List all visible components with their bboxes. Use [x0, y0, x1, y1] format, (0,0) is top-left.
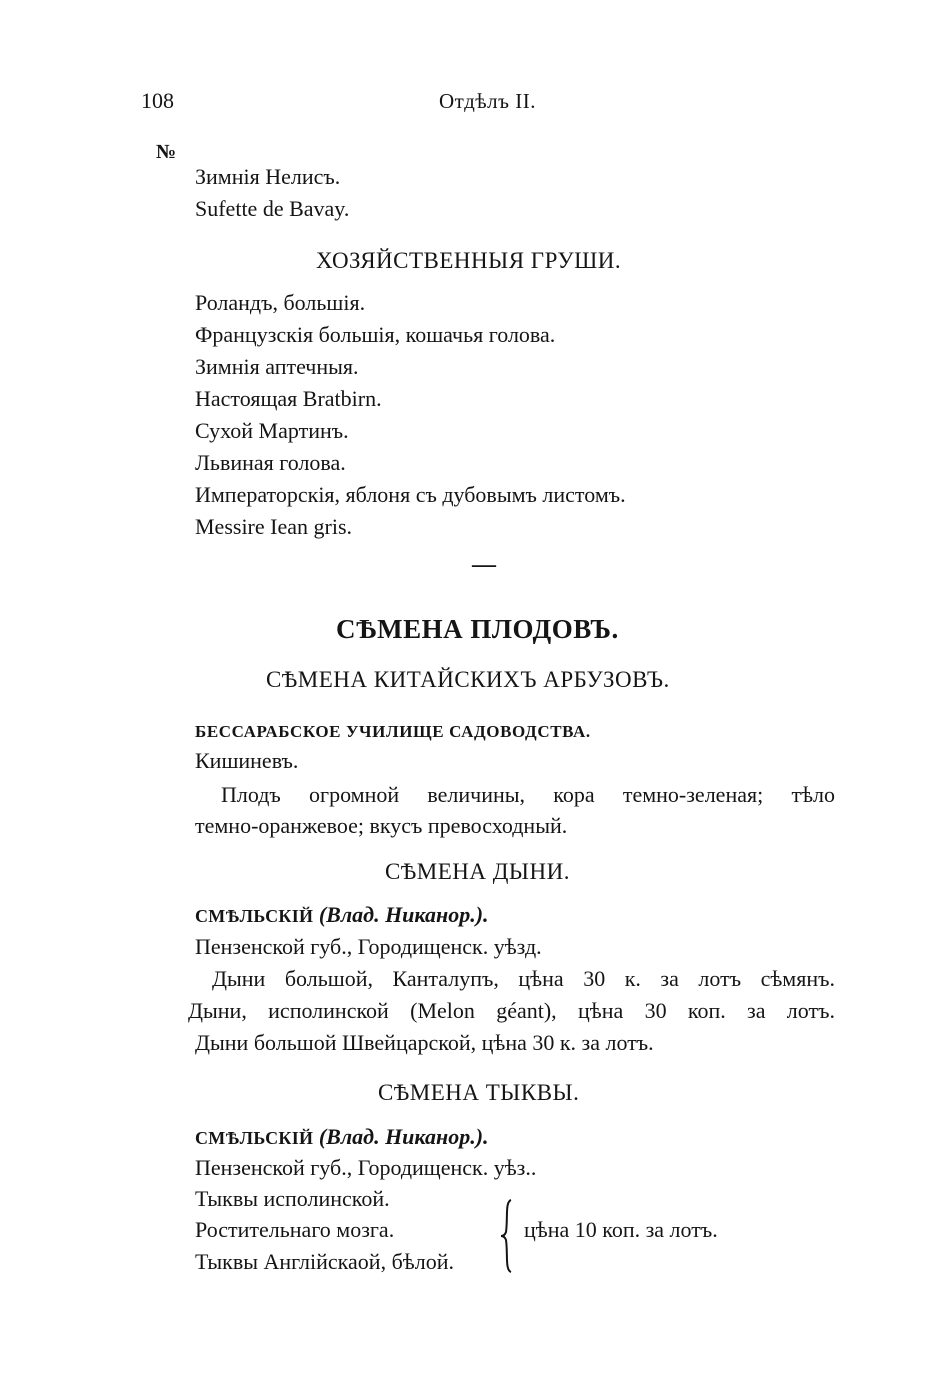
pear-item: Зимнія аптечныя.: [195, 354, 359, 379]
exhibitor-name: СМѢЛЬСКІЙ: [195, 906, 314, 926]
pear-item: Роландъ, большія.: [195, 290, 366, 315]
pear-item: Сухой Мартинъ.: [195, 418, 349, 443]
description-line: Плодъ огромной величины, кора темно-зеленая; тѣло: [221, 782, 835, 807]
exhibitor-line: [195, 1122, 489, 1153]
pear-item: Императорскія, яблоня съ дубовымъ листомъ.: [195, 482, 626, 507]
subheading-melon: СѢМЕНА ДЫНИ.: [385, 859, 570, 884]
separator-dash: —: [472, 552, 496, 578]
pear-item: Настоящая Bratbirn.: [195, 386, 382, 411]
subheading-watermelon: СѢМЕНА КИТАЙСКИХЪ АРБУЗОВЪ.: [266, 667, 670, 692]
offer-line: Дыни большой Швейцарской, цѣна 30 к. за лотъ.: [195, 1030, 654, 1055]
intro-item: Зимнія Нелисъ.: [195, 164, 341, 189]
running-header: Отдѣлъ II.: [439, 89, 536, 113]
offer-line: Дыни большой, Канталупъ, цѣна 30 к. за лотъ сѣмянъ.: [212, 966, 835, 991]
pear-item: Messire Iean gris.: [195, 514, 353, 539]
main-heading-seeds: СѢМЕНА ПЛОДОВЪ.: [336, 614, 619, 644]
exhibitor-place: Пензенской губ., Городищенск. уѣз..: [195, 1155, 537, 1180]
exhibitor-given-name: (Влад. Никанор.).: [318, 902, 489, 927]
pumpkin-price: цѣна 10 коп. за лотъ.: [524, 1217, 718, 1242]
offer-line: Дыни, исполинской (Melon géant), цѣна 30 коп. за лотъ.: [188, 998, 835, 1023]
subheading-pumpkin: СѢМЕНА ТЫКВЫ.: [378, 1080, 580, 1105]
exhibitor-place: Кишиневъ.: [195, 748, 299, 773]
section-heading-pears: ХОЗЯЙСТВЕННЫЯ ГРУШИ.: [316, 248, 622, 273]
pumpkin-item: Тыквы Англійскаой, бѣлой.: [195, 1249, 454, 1274]
description-line: темно-оранжевое; вкусъ превосходный.: [195, 813, 568, 838]
pear-item: Львиная голова.: [195, 450, 346, 475]
pumpkin-item: Тыквы исполинской.: [195, 1186, 390, 1211]
number-sign: №: [156, 141, 177, 163]
exhibitor-given-name: (Влад. Никанор.).: [318, 1124, 489, 1149]
exhibitor-line: [195, 900, 489, 931]
intro-item: Sufette de Bavay.: [195, 196, 350, 221]
exhibitor-name: СМѢЛЬСКІЙ: [195, 1128, 314, 1148]
pumpkin-item: Ростительнаго мозга.: [195, 1217, 395, 1242]
exhibitor-school: БЕССАРАБСКОЕ УЧИЛИЩЕ САДОВОДСТВА.: [195, 722, 591, 741]
curly-brace-icon: [500, 1198, 514, 1274]
pear-item: Французскія большія, кошачья голова.: [195, 322, 556, 347]
exhibitor-place: Пензенской губ., Городищенск. уѣзд.: [195, 934, 542, 959]
page-number: 108: [141, 88, 174, 113]
